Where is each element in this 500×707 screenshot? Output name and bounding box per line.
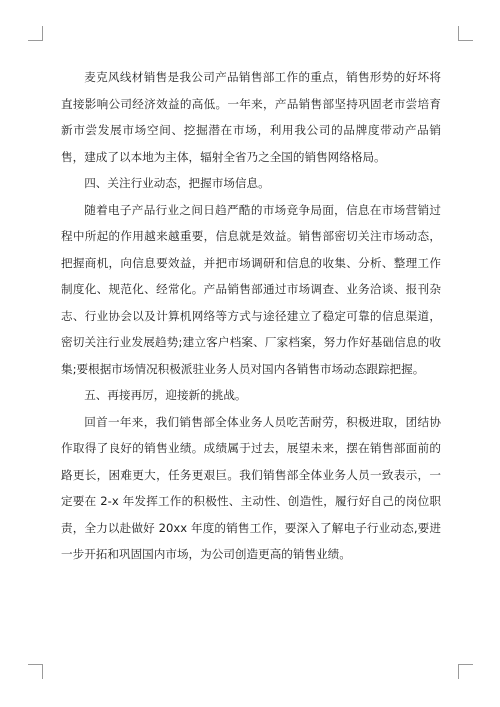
paragraph-sales-overview: 麦克风线材销售是我公司产品销售部工作的重点，销售形势的好坏将直接影响公司经济效益的高低。一年来，产品销售部坚持巩固老市尝培育新市尝发展市场空间、挖掘潜在市场，利用我公司的品牌度带动产品销售，建成了以本地为主体，辐射全省乃之全国的销售网络格局。	[61, 70, 441, 164]
crop-mark-top-right	[458, 26, 473, 41]
paragraph-year-review: 回首一年来，我们销售部全体业务人员吃苦耐劳，积极进取，团结协作取得了良好的销售业绩。成绩属于过去，展望未来，摆在销售部面前的路更长，困难更大，任务更艰巨。我们销售部全体业务人员一致表示，一定要在 2-x 年发挥工作的积极性、主动性、创造性，履行好自己的岗位职责，全力以赴做好 20xx 年度的销售工作，要深入了解电子行业动态,要进一步开拓和巩固国内市场，为公司创造更高的销售业绩。	[61, 414, 441, 561]
document-body	[61, 64, 441, 568]
crop-mark-bottom-left	[28, 664, 43, 679]
section-heading-industry-trends: 四、关注行业动态，把握市场信息。	[84, 176, 270, 190]
crop-mark-bottom-right	[458, 664, 473, 679]
section-heading-new-challenges: 五、再接再厉，迎接新的挑战。	[84, 388, 247, 402]
paragraph-market-information: 随着电子产品行业之间日趋严酷的市场竞争局面，信息在市场营销过程中所起的作用越来越重要，信息就是效益。销售部密切关注市场动态，把握商机，向信息要效益，并把市场调研和信息的收集、分析、整理工作制度化、规范化、经常化。产品销售部通过市场调查、业务洽谈、报刊杂志、行业协会以及计算机网络等方式与途径建立了稳定可靠的信息渠道，密切关注行业发展趋势;建立客户档案、厂家档案，努力作好基础信息的收集;要根据市场情况积极派驻业务人员对国内各销售市场动态跟踪把握。	[61, 202, 441, 376]
crop-mark-top-left	[28, 26, 43, 41]
